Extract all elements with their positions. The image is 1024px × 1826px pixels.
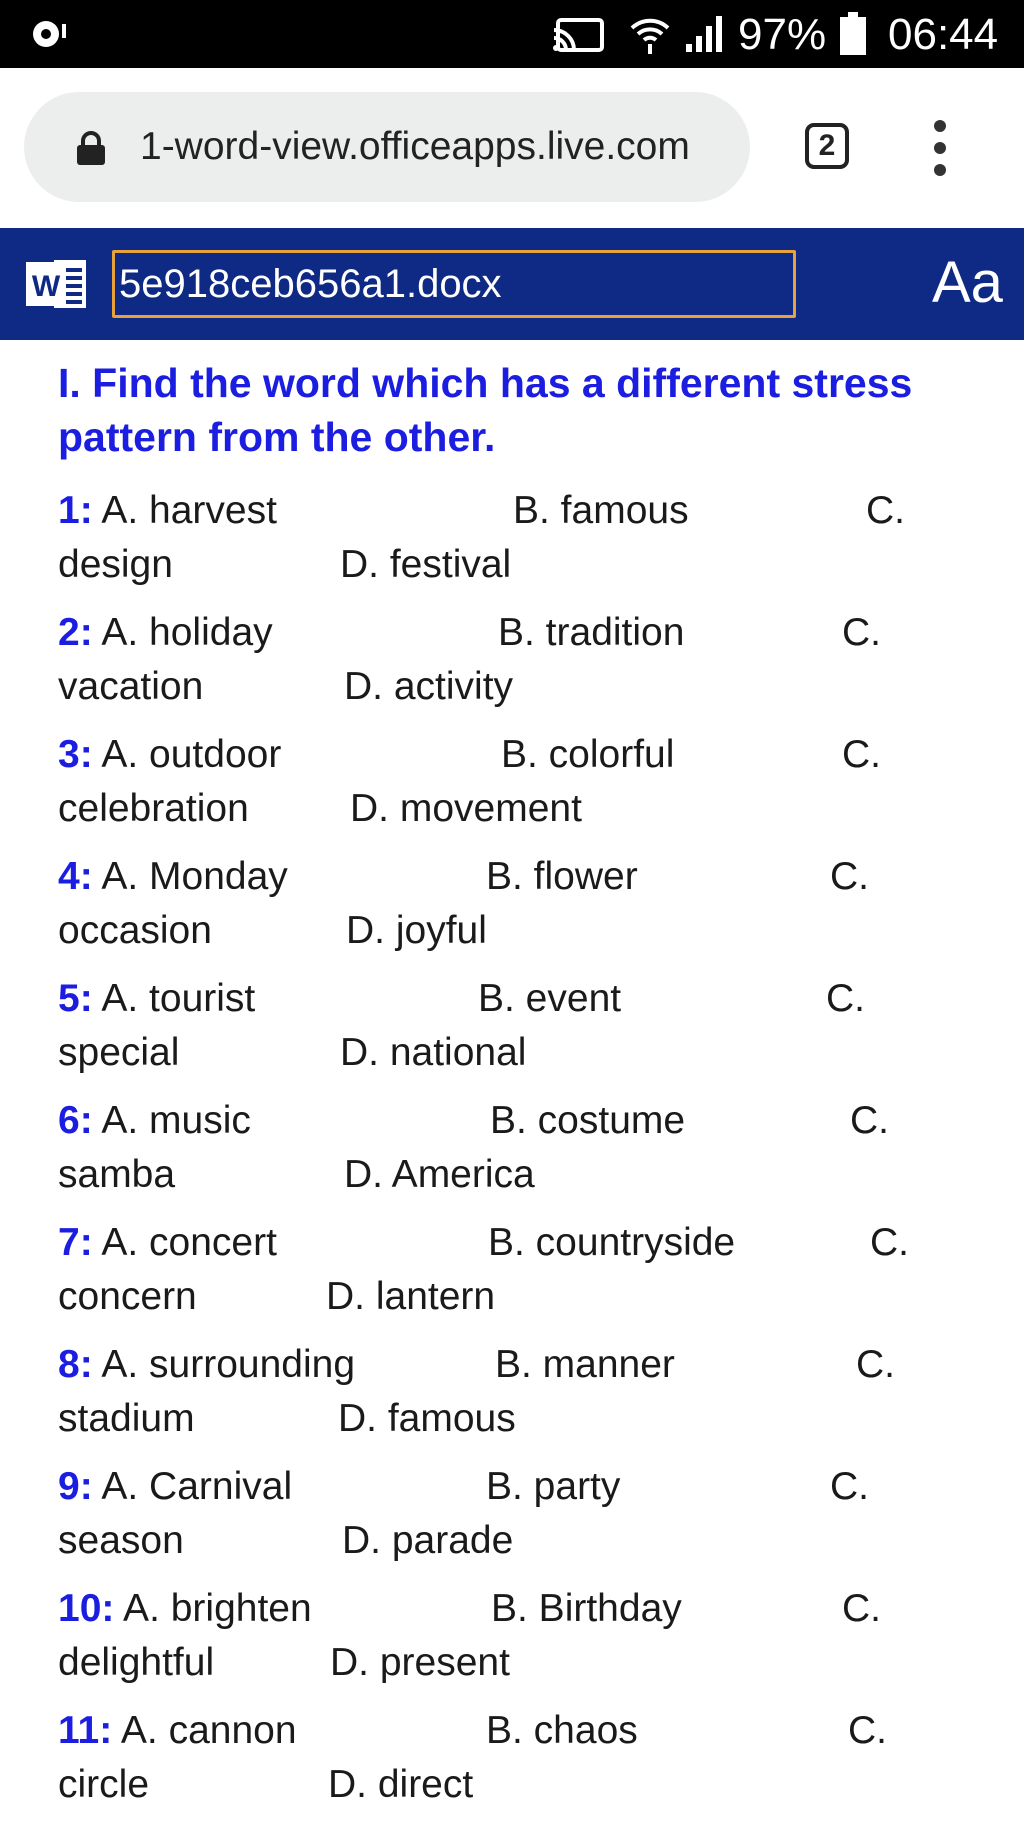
question-line-1 — [58, 1338, 1018, 1392]
option-c-label: C. — [830, 1465, 869, 1508]
browser-toolbar — [0, 68, 1024, 228]
question-number: 9: — [58, 1465, 93, 1508]
question-line-1 — [58, 972, 1018, 1026]
question-number: 8: — [58, 1343, 93, 1386]
option-c-label: C. — [842, 611, 881, 654]
question-line-1 — [58, 484, 1018, 538]
option-d: D. lantern — [326, 1275, 496, 1318]
option-d: D. movement — [350, 787, 582, 830]
option-d: D. famous — [338, 1397, 516, 1440]
question-line-2 — [58, 660, 1018, 714]
option-a: A. music — [92, 1099, 251, 1142]
question-line-2 — [58, 1026, 1018, 1080]
question-item — [58, 1582, 1018, 1704]
question-item — [58, 850, 1018, 972]
option-b: B. famous — [513, 489, 689, 532]
option-b: B. costume — [490, 1099, 686, 1142]
option-c-label: C. — [842, 733, 881, 776]
option-b: B. manner — [495, 1343, 675, 1386]
cast-icon — [552, 18, 604, 52]
question-line-2 — [58, 1148, 1018, 1202]
question-item — [58, 1704, 1018, 1826]
question-item — [58, 1460, 1018, 1582]
option-a: A. cannon — [112, 1709, 297, 1752]
option-c-label: C. — [830, 855, 869, 898]
question-number: 1: — [58, 489, 93, 532]
option-c: celebration — [58, 787, 249, 830]
option-b: B. Birthday — [491, 1587, 682, 1630]
question-line-2 — [58, 782, 1018, 836]
option-d: D. parade — [342, 1519, 514, 1562]
option-c-label: C. — [870, 1221, 909, 1264]
url-text: 1-word-view.officeapps.live.com — [140, 125, 690, 168]
status-bar — [0, 0, 1024, 68]
signal-icon — [684, 14, 728, 54]
question-number: 10: — [58, 1587, 115, 1630]
option-c-label: C. — [848, 1709, 887, 1752]
option-d: D. present — [330, 1641, 510, 1684]
clock: 06:44 — [888, 10, 999, 59]
option-c: design — [58, 543, 173, 586]
question-line-1 — [58, 850, 1018, 904]
question-item — [58, 606, 1018, 728]
option-c: concern — [58, 1275, 197, 1318]
question-number: 4: — [58, 855, 93, 898]
option-a: A. concert — [92, 1221, 277, 1264]
section-heading: I. Find the word which has a different stress pattern from the other. — [58, 360, 913, 460]
question-number: 3: — [58, 733, 93, 776]
wifi-icon — [628, 12, 672, 56]
overflow-menu-icon[interactable] — [930, 120, 950, 176]
option-b: B. party — [486, 1465, 621, 1508]
svg-text:W: W — [31, 270, 61, 303]
question-item — [58, 1094, 1018, 1216]
question-item — [58, 728, 1018, 850]
option-d: D. joyful — [346, 909, 487, 952]
question-line-1 — [58, 1582, 1018, 1636]
option-c: special — [58, 1031, 180, 1074]
battery-percent: 97% — [738, 10, 827, 59]
question-line-2 — [58, 1636, 1018, 1690]
question-item — [58, 484, 1018, 606]
question-line-1 — [58, 606, 1018, 660]
question-line-1 — [58, 1460, 1018, 1514]
option-d: D. direct — [328, 1763, 474, 1806]
option-c: vacation — [58, 665, 204, 708]
option-c-label: C. — [850, 1099, 889, 1142]
battery-icon — [838, 12, 868, 56]
option-b: B. colorful — [501, 733, 675, 776]
option-d: D. America — [344, 1153, 535, 1196]
question-line-1 — [58, 1094, 1018, 1148]
option-c-label: C. — [826, 977, 865, 1020]
lock-icon — [74, 130, 108, 166]
option-a: A. brighten — [114, 1587, 312, 1630]
option-d: D. activity — [344, 665, 514, 708]
question-item — [58, 1216, 1018, 1338]
question-number: 11: — [58, 1709, 113, 1752]
option-c-label: C. — [866, 489, 905, 532]
question-item — [58, 1338, 1018, 1460]
question-line-2 — [58, 1392, 1018, 1446]
question-number: 7: — [58, 1221, 93, 1264]
option-a: A. Carnival — [92, 1465, 293, 1508]
option-b: B. chaos — [486, 1709, 638, 1752]
option-a: A. surrounding — [92, 1343, 356, 1386]
url-bar[interactable] — [24, 92, 750, 202]
option-c: occasion — [58, 909, 212, 952]
question-line-2 — [58, 1270, 1018, 1324]
question-line-2 — [58, 904, 1018, 958]
notification-icon — [28, 14, 68, 54]
option-a: A. harvest — [92, 489, 277, 532]
word-header — [0, 228, 1024, 340]
option-c: samba — [58, 1153, 176, 1196]
question-line-2 — [58, 1758, 1018, 1812]
option-d: D. festival — [340, 543, 512, 586]
option-b: B. flower — [486, 855, 638, 898]
question-line-2 — [58, 538, 1018, 592]
question-line-1 — [58, 1704, 1018, 1758]
word-logo-icon — [24, 254, 90, 314]
filename-field[interactable]: 5e918ceb656a1.docx — [112, 250, 796, 318]
question-number: 5: — [58, 977, 93, 1020]
question-number: 2: — [58, 611, 93, 654]
option-a: A. Monday — [92, 855, 288, 898]
question-line-1 — [58, 728, 1018, 782]
option-b: B. event — [478, 977, 622, 1020]
tab-switcher-button[interactable]: 2 — [805, 123, 849, 169]
option-a: A. tourist — [92, 977, 256, 1020]
option-c: circle — [58, 1763, 150, 1806]
option-c: stadium — [58, 1397, 195, 1440]
option-c: delightful — [58, 1641, 215, 1684]
option-d: D. national — [340, 1031, 527, 1074]
question-line-1 — [58, 1216, 1018, 1270]
option-c-label: C. — [856, 1343, 895, 1386]
question-list — [58, 484, 1018, 1826]
document-body — [58, 356, 1018, 1826]
question-number: 6: — [58, 1099, 93, 1142]
option-c-label: C. — [842, 1587, 881, 1630]
question-line-2 — [58, 1514, 1018, 1568]
option-a: A. holiday — [92, 611, 273, 654]
font-size-button[interactable]: Aa — [932, 250, 1003, 315]
question-item — [58, 972, 1018, 1094]
option-a: A. outdoor — [92, 733, 282, 776]
option-c: season — [58, 1519, 184, 1562]
option-b: B. countryside — [488, 1221, 736, 1264]
option-b: B. tradition — [498, 611, 685, 654]
